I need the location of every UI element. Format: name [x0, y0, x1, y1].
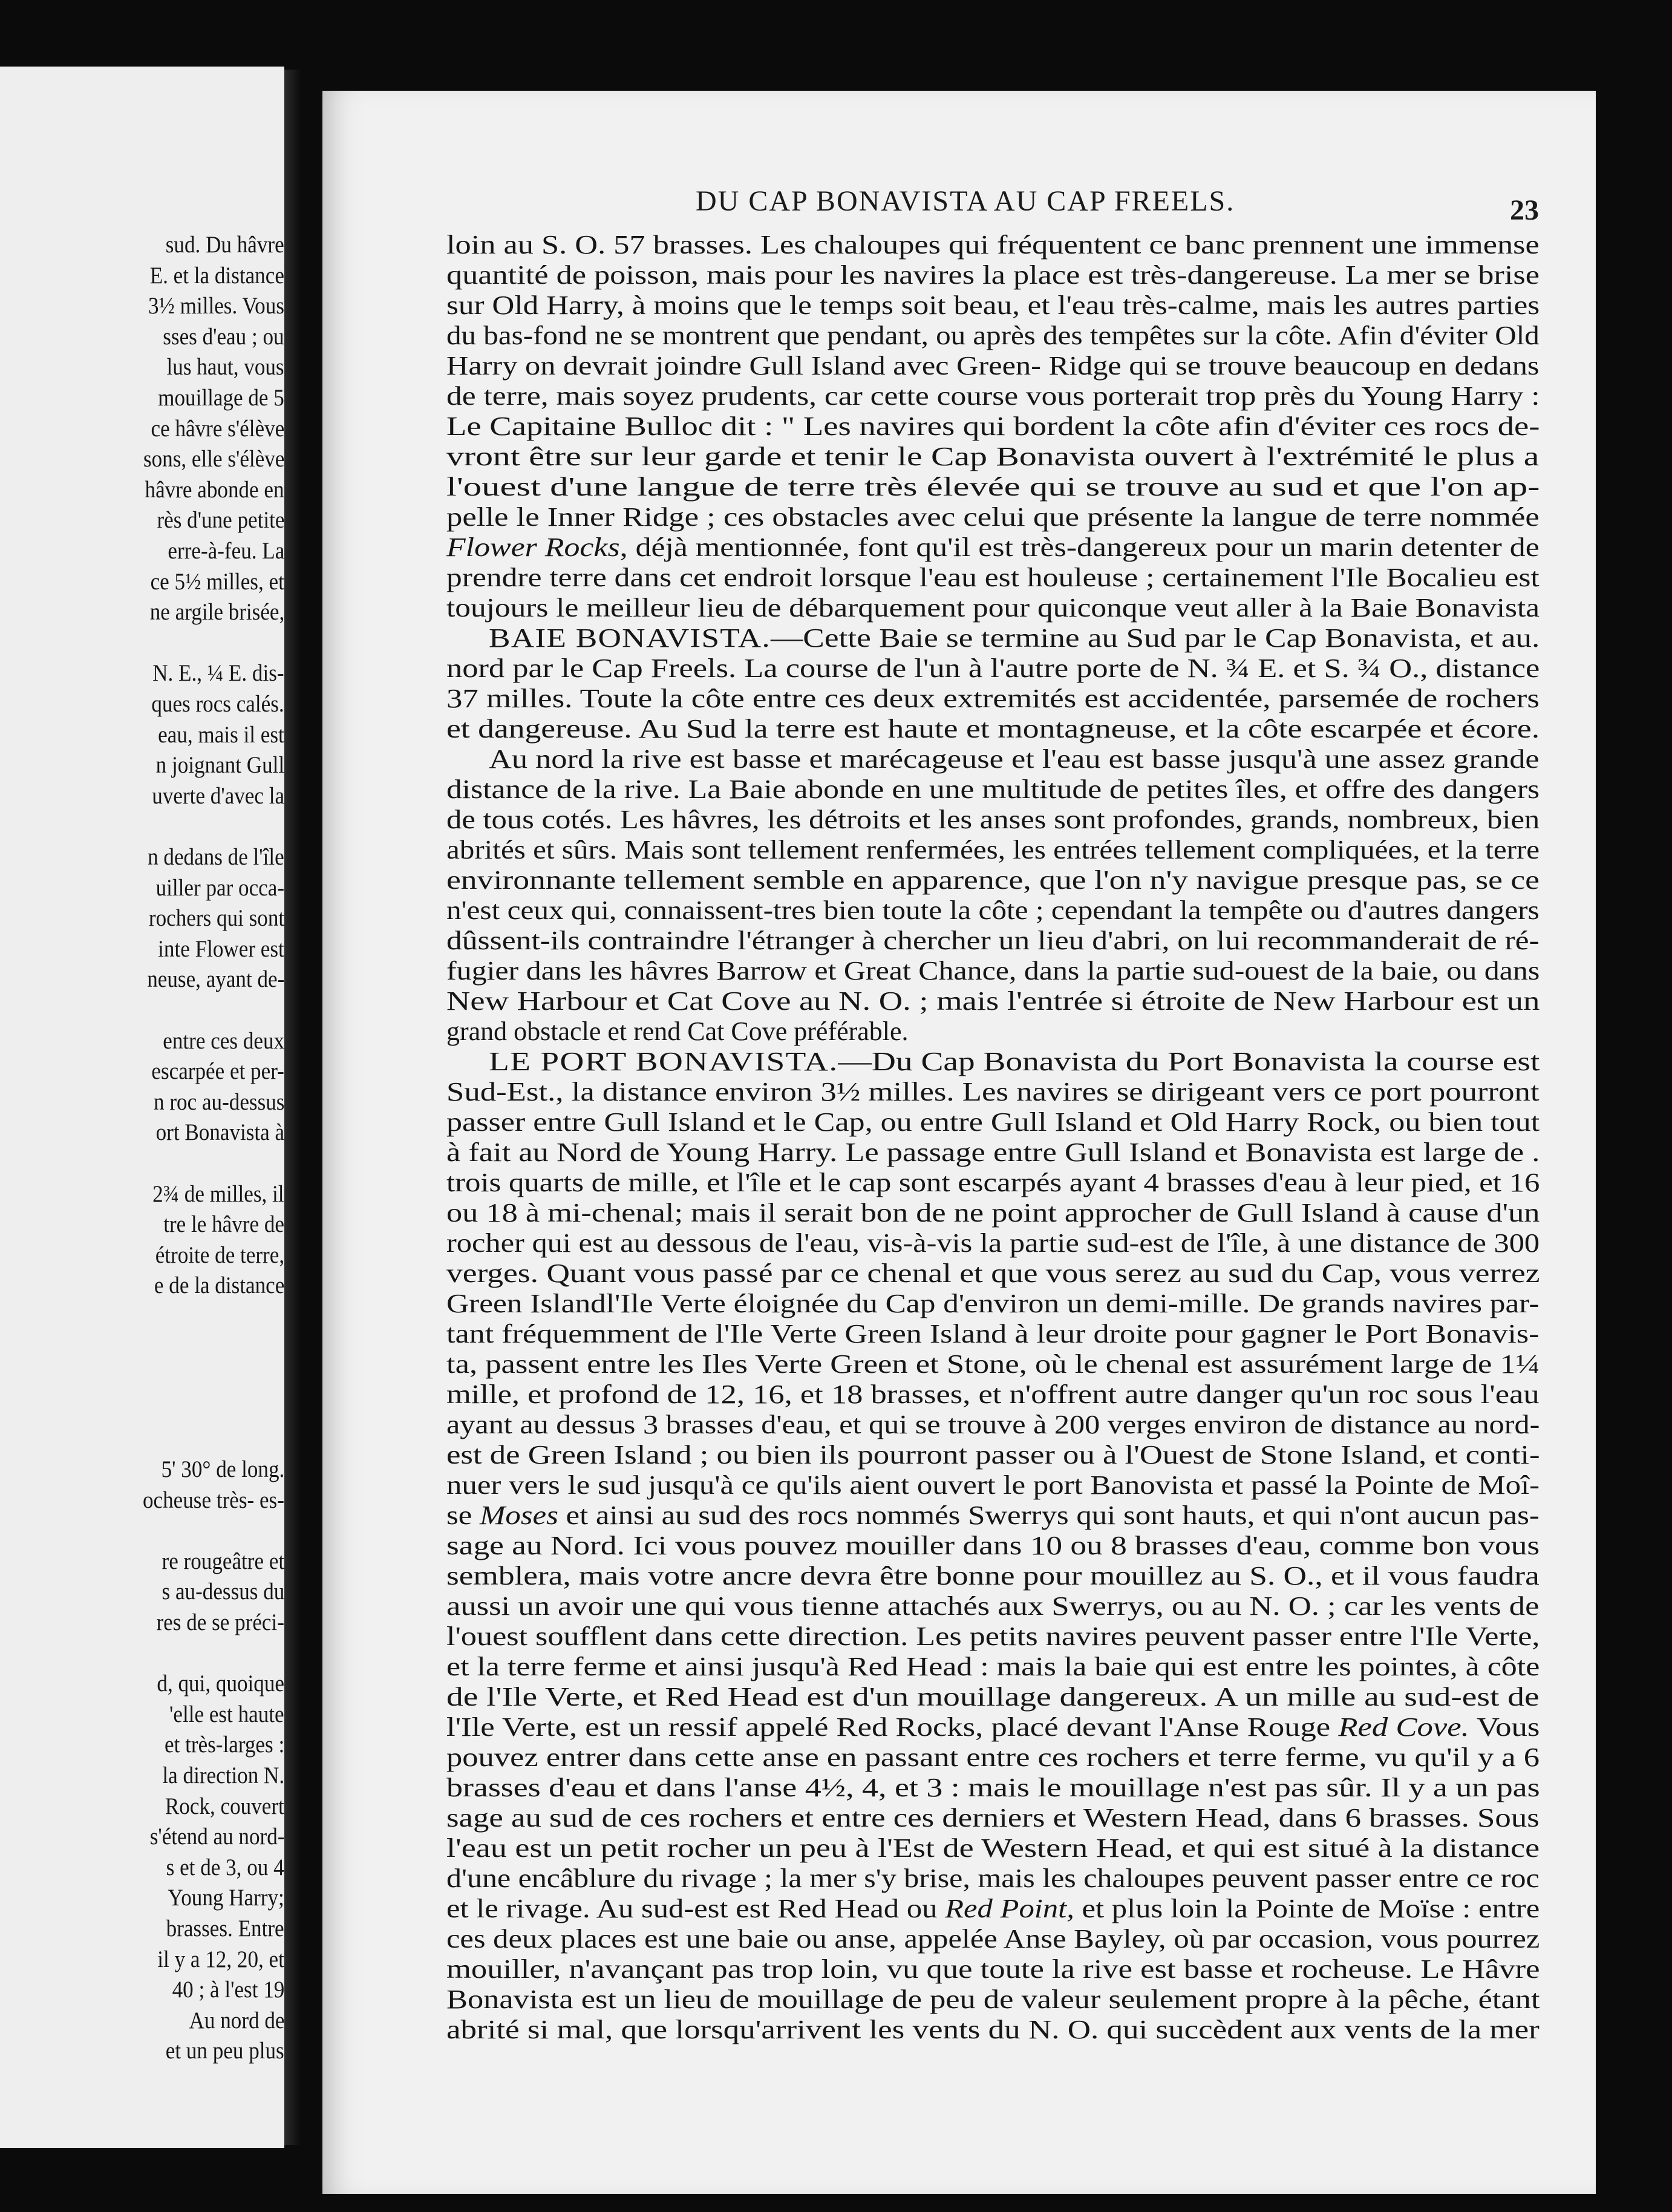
line-text: dûssent-ils contraindre l'étranger à chercher un lieu d'abri, on lui recommanderait de ré-: [446, 926, 1540, 955]
body-line: [446, 1470, 1540, 1501]
body-line: [446, 532, 1540, 563]
previous-page-line: rochers qui sont: [148, 905, 284, 932]
body-line: [446, 1954, 1540, 1985]
body-line: [446, 381, 1540, 412]
body-line: [446, 804, 1540, 836]
line-text: l'ouest soufflent dans cette direction. Les petits navires peuvent passer entre l'Ile Verte,: [446, 1621, 1540, 1651]
previous-page-line: uiller par occa-: [155, 874, 284, 901]
body-line: [446, 260, 1540, 291]
previous-page-line: 2¾ de milles, il: [152, 1180, 284, 1207]
previous-page-line: ce hâvre s'élève: [151, 415, 284, 442]
body-line: [446, 1802, 1540, 1834]
italic-term: Red Cove.: [1338, 1712, 1469, 1742]
body-line: [446, 774, 1540, 805]
line-text: Bonavista est un lieu de mouillage de peu de valeur seulement propre à la pêche, étant: [446, 1985, 1540, 2014]
body-line: [446, 653, 1540, 684]
line-text: quantité de poisson, mais pour les navires la place est très-dangereuse. La mer se brise: [446, 260, 1540, 290]
line-text: ou 18 à mi-chenal; mais il serait bon de ne point approcher de Gull Island à cause d'un: [446, 1198, 1540, 1228]
previous-page-line: n roc au-dessus: [153, 1088, 284, 1115]
line-text: ta, passent entre les Iles Verte Green et Stone, où le chenal est assurément large de 1¼: [446, 1349, 1540, 1379]
body-line: [446, 1349, 1540, 1380]
line-text: brasses d'eau et dans l'anse 4½, 4, et 3 : mais le mouillage n'est pas sûr. Il y a un pas: [446, 1773, 1540, 1802]
previous-page-line: N. E., ¼ E. dis-: [152, 660, 284, 687]
body-line: [446, 1530, 1540, 1562]
line-text: grand obstacle et rend Cat Cove préférable.: [446, 1016, 909, 1046]
previous-page-line: lus haut, vous: [166, 354, 284, 381]
body-line: [446, 2014, 1540, 2046]
previous-page-line: inte Flower est: [158, 935, 284, 962]
body-line: [446, 834, 1540, 866]
previous-page-line: hâvre abonde en: [145, 476, 284, 503]
line-text: toujours le meilleur lieu de débarquement pour quiconque veut aller à la Baie Bonavista: [446, 593, 1540, 623]
body-line: [446, 290, 1540, 321]
line-text: loin au S. O. 57 brasses. Les chaloupes qui fréquentent ce banc prennent une immense: [446, 230, 1540, 260]
italic-term: Red Point,: [945, 1894, 1074, 1923]
previous-page-line: ques rocs calés.: [151, 691, 284, 717]
body-line: [446, 1228, 1540, 1259]
body-line: [446, 713, 1540, 745]
previous-page-line: s et de 3, ou 4: [166, 1854, 284, 1880]
line-text: prendre terre dans cet endroit lorsque l'eau est houleuse ; certainement l'Ile Bocalieu est: [446, 563, 1540, 592]
previous-page-line: 40 ; à l'est 19: [172, 1977, 284, 2003]
previous-page-line: la direction N.: [162, 1762, 284, 1788]
body-line: [446, 865, 1540, 896]
line-text: se: [446, 1500, 480, 1530]
body-line: [446, 350, 1540, 382]
body-line: [446, 592, 1540, 624]
line-text: environnante tellement semble en apparence, que l'on n'y navigue presque pas, se ce: [446, 865, 1540, 895]
line-text: est de Green Island ; ou bien ils pourront passer ou à l'Ouest de Stone Island, et conti-: [446, 1440, 1540, 1470]
previous-page-line: 5' 30° de long.: [161, 1456, 284, 1482]
body-line: [446, 411, 1540, 442]
previous-page-line: neuse, ayant de-: [146, 966, 284, 993]
previous-page-line: brasses. Entre: [166, 1916, 284, 1942]
previous-page-line: eau, mais il est: [158, 721, 284, 748]
body-line: [446, 1379, 1540, 1410]
line-text: Sud-Est., la distance environ 3½ milles. Les navires se dirigeant vers ce port pourront: [446, 1077, 1540, 1107]
running-header: DU CAP BONAVISTA AU CAP FREELS.: [696, 185, 1235, 217]
line-text: nuer vers le sud jusqu'à ce qu'ils aient ouvert le port Banovista et passé la Pointe de Moî-: [446, 1470, 1540, 1500]
previous-page-line: ocheuse très- es-: [143, 1487, 284, 1513]
body-line: [446, 1258, 1540, 1289]
previous-page-line: Young Harry;: [168, 1885, 284, 1911]
body-line: [446, 1681, 1540, 1713]
line-text: d'une encâblure du rivage ; la mer s'y brise, mais les chaloupes peuvent passer entre ce roc: [446, 1864, 1540, 1893]
line-text: de terre, mais soyez prudents, car cette course vous porterait trop près du Young Harry :: [446, 381, 1540, 411]
line-text: Vous: [1469, 1712, 1540, 1742]
body-line: [446, 1288, 1539, 1320]
line-text: Harry on devrait joindre Gull Island avec Green- Ridge qui se trouve beaucoup en dedans: [446, 351, 1540, 381]
line-text: et dangereuse. Au Sud la terre est haute et montagneuse, et la côte escarpée et écore.: [446, 714, 1540, 744]
line-text: sage au sud de ces rochers et entre ces derniers et Western Head, dans 6 brasses. Sous: [446, 1803, 1540, 1833]
line-text: nord par le Cap Freels. La course de l'un à l'autre porte de N. ¾ E. et S. ¾ O., distance: [446, 653, 1540, 683]
line-text: tant fréquemment de l'Ile Verte Green Island à leur droite pour gagner le Port Bonavis-: [446, 1319, 1540, 1349]
body-line: [446, 471, 1540, 503]
previous-page-line: mouillage de 5: [158, 385, 284, 411]
body-line: [446, 1651, 1540, 1683]
line-text: verges. Quant vous passé par ce chenal et que vous serez au sud du Cap, vous verrez: [446, 1258, 1540, 1288]
previous-page-line: re rougeâtre et: [162, 1548, 284, 1574]
body-line: [446, 1318, 1540, 1350]
body-line: [446, 1591, 1539, 1622]
previous-page-line: 'elle est haute: [169, 1701, 284, 1727]
previous-page-line: sons, elle s'élève: [143, 446, 284, 473]
previous-page-line: E. et la distance: [149, 262, 284, 289]
line-text: Au nord la rive est basse et marécageuse et l'eau est basse jusqu'à une assez grande: [489, 744, 1540, 774]
previous-page-line: escarpée et per-: [151, 1058, 284, 1085]
line-text: aussi un avoir une qui vous tienne attachés aux Swerrys, ou au N. O. ; car les vents de: [446, 1591, 1540, 1621]
italic-term: Moses: [480, 1500, 558, 1530]
body-line: [446, 1167, 1540, 1199]
line-text: ayant au dessus 3 brasses d'eau, et qui se trouve à 200 verges environ de distance au nord-: [446, 1410, 1540, 1439]
line-text: ces deux places est une baie ou anse, appelée Anse Bayley, où par occasion, vous pourrez: [446, 1924, 1540, 1954]
previous-page-line: entre ces deux: [163, 1027, 284, 1054]
previous-page-line: 3½ milles. Vous: [148, 293, 284, 319]
line-text: —Du Cap Bonavista du Port Bonavista la course est: [838, 1047, 1540, 1076]
page-number: 23: [1510, 194, 1539, 226]
body-line: [446, 229, 1540, 261]
section-heading-line: [489, 623, 1540, 654]
previous-page-line: sses d'eau ; ou: [163, 323, 284, 350]
body-line: [446, 1893, 1540, 1925]
body-line: [446, 955, 1540, 987]
body-line: [446, 441, 1539, 473]
line-text: n'est ceux qui, connaissent-tres bien toute la côte ; cependant la tempête ou d'autres dangers: [446, 895, 1540, 925]
body-line: [446, 1560, 1540, 1592]
body-line: [446, 1409, 1540, 1441]
line-text: trois quarts de mille, et l'île et le cap sont escarpés ayant 4 brasses d'eau à leur pied, et 16: [446, 1168, 1540, 1197]
line-text: l'ouest d'une langue de terre très élevée qui se trouve au sud et que l'on ap-: [446, 472, 1540, 502]
line-text: 37 milles. Toute la côte entre ces deux extremités est accidentée, parsemée de rochers: [446, 684, 1540, 713]
line-text: semblera, mais votre ancre devra être bonne pour mouillez au S. O., et il vous faudra: [446, 1561, 1540, 1591]
body-line: [446, 986, 1540, 1017]
section-heading: BAIE BONAVISTA.: [489, 623, 771, 653]
body-line: [446, 683, 1540, 715]
previous-page-fragment: [0, 67, 284, 2148]
section-heading-line: [489, 1046, 1540, 1078]
line-text: distance de la rive. La Baie abonde en une multitude de petites îles, et offre des dangers: [446, 774, 1540, 804]
line-text: rocher qui est au dessous de l'eau, vis-à-vis la partie sud-est de l'île, à une distance de 300: [446, 1228, 1540, 1258]
line-text: et la terre ferme et ainsi jusqu'à Red Head : mais la baie qui est entre les pointes, à côte: [446, 1652, 1540, 1681]
previous-page-line: erre-à-feu. La: [168, 538, 284, 564]
line-text: et ainsi au sud des rocs nommés Swerrys qui sont hauts, et qui n'ont aucun pas-: [558, 1500, 1540, 1530]
line-text: et plus loin la Pointe de Moïse : entre: [1074, 1894, 1540, 1923]
line-text: sage au Nord. Ici vous pouvez mouiller dans 10 ou 8 brasses d'eau, comme bon vous: [446, 1531, 1540, 1560]
line-text: de tous cotés. Les hâvres, les détroits et les anses sont profondes, grands, nombreux, bien: [446, 805, 1540, 834]
body-line: [446, 1076, 1540, 1108]
previous-page-line: s au-dessus du: [162, 1579, 284, 1605]
body-line: [446, 562, 1540, 594]
line-text: mille, et profond de 12, 16, et 18 brasses, et n'offrent autre danger qu'un roc sous l'eau: [446, 1379, 1540, 1409]
body-line: [446, 1107, 1540, 1138]
body-line: [446, 1742, 1540, 1773]
line-text: abrité si mal, que lorsqu'arrivent les vents du N. O. qui succèdent aux vents de la mer: [446, 2015, 1540, 2044]
body-line: [446, 320, 1540, 352]
body-line: [446, 1833, 1540, 1864]
previous-page-line: e de la distance: [154, 1272, 284, 1299]
line-text: de l'Ile Verte, et Red Head est d'un mouillage dangereux. A un mille au sud-est de: [446, 1682, 1540, 1712]
body-line: [446, 1621, 1540, 1652]
line-text: sur Old Harry, à moins que le temps soit beau, et l'eau très-calme, mais les autres parties: [446, 290, 1540, 320]
previous-page-line: d, qui, quoique: [157, 1670, 284, 1697]
previous-page-line: ne argile brisée,: [149, 599, 284, 626]
line-text: et le rivage. Au sud-est est Red Head ou: [446, 1894, 945, 1923]
body-line: [489, 744, 1540, 775]
book-gutter: [284, 70, 301, 2145]
line-text: du bas-fond ne se montrent que pendant, ou après des tempêtes sur la côte. Afin d'éviter Old: [446, 321, 1540, 350]
line-text: pouvez entrer dans cette anse en passant entre ces rochers et terre ferme, vu qu'il y a 6: [446, 1742, 1540, 1772]
body-line: [446, 502, 1540, 533]
body-line: [446, 1016, 909, 1047]
body-line: [446, 1772, 1540, 1804]
previous-page-line: et très-larges :: [164, 1732, 284, 1758]
line-text: , déjà mentionnée, font qu'il est très-dangereux pour un marin detenter de: [619, 532, 1540, 562]
line-text: pelle le Inner Ridge ; ces obstacles avec celui que présente la langue de terre nommée: [446, 502, 1540, 532]
line-text: à fait au Nord de Young Harry. Le passage entre Gull Island et Bonavista est large de .: [446, 1137, 1540, 1167]
previous-page-line: Au nord de: [189, 2007, 284, 2034]
line-text: mouiller, n'avançant pas trop loin, vu que toute la rive est basse et rocheuse. Le Hâvre: [446, 1954, 1540, 1984]
previous-page-line: s'étend au nord-: [149, 1824, 284, 1850]
previous-page-line: n dedans de l'île: [148, 844, 284, 870]
italic-term: Flower Rocks: [446, 532, 620, 562]
previous-page-line: uverte d'avec la: [152, 782, 284, 809]
body-line: [446, 1197, 1540, 1229]
previous-page-line: il y a 12, 20, et: [157, 1946, 284, 1972]
body-line: [446, 1500, 1540, 1531]
body-line: [446, 1712, 1540, 1743]
previous-page-line: ort Bonavista à: [155, 1119, 284, 1146]
previous-page-line: sud. Du hâvre: [166, 232, 284, 258]
line-text: passer entre Gull Island et le Cap, ou entre Gull Island et Old Harry Rock, ou bien tout: [446, 1107, 1540, 1137]
line-text: New Harbour et Cat Cove au N. O. ; mais l'entrée si étroite de New Harbour est un: [446, 986, 1540, 1016]
line-text: abrités et sûrs. Mais sont tellement renfermées, les entrées tellement compliquées, et la terre: [446, 835, 1540, 865]
previous-page-line: étroite de terre,: [155, 1242, 284, 1268]
body-line: [446, 895, 1540, 926]
previous-page-line: n joignant Gull: [155, 752, 284, 779]
line-text: vront être sur leur garde et tenir le Cap Bonavista ouvert à l'extrémité le plus a: [446, 442, 1540, 471]
body-line: [446, 1863, 1540, 1894]
body-line: [446, 925, 1540, 957]
line-text: —Cette Baie se termine au Sud par le Cap Bonavista, et au.: [770, 623, 1540, 653]
body-line: [446, 1923, 1540, 1955]
line-text: fugier dans les hâvres Barrow et Great Chance, dans la partie sud-ouest de la baie, ou dans: [446, 956, 1540, 986]
line-text: Le Capitaine Bulloc dit : " Les navires qui bordent la côte afin d'éviter ces rocs de-: [446, 411, 1540, 441]
previous-page-line: Rock, couvert: [165, 1793, 284, 1819]
line-text: l'eau est un petit rocher un peu à l'Est de Western Head, et qui est situé à la distance: [446, 1833, 1540, 1863]
body-line: [446, 1137, 1540, 1168]
body-line: [446, 1439, 1540, 1471]
previous-page-line: ce 5½ milles, et: [150, 568, 284, 595]
line-text: Green Islandl'Ile Verte éloignée du Cap d'environ un demi-mille. De grands navires par-: [446, 1289, 1540, 1318]
previous-page-line: tre le hâvre de: [163, 1211, 284, 1238]
body-line: [446, 1984, 1540, 2015]
previous-page-line: res de se préci-: [156, 1609, 284, 1635]
previous-page-line: rès d'une petite: [156, 507, 284, 534]
previous-page-line: et un peu plus: [166, 2038, 284, 2064]
section-heading: LE PORT BONAVISTA.: [489, 1047, 838, 1076]
line-text: l'Ile Verte, est un ressif appelé Red Rocks, placé devant l'Anse Rouge: [446, 1712, 1339, 1742]
